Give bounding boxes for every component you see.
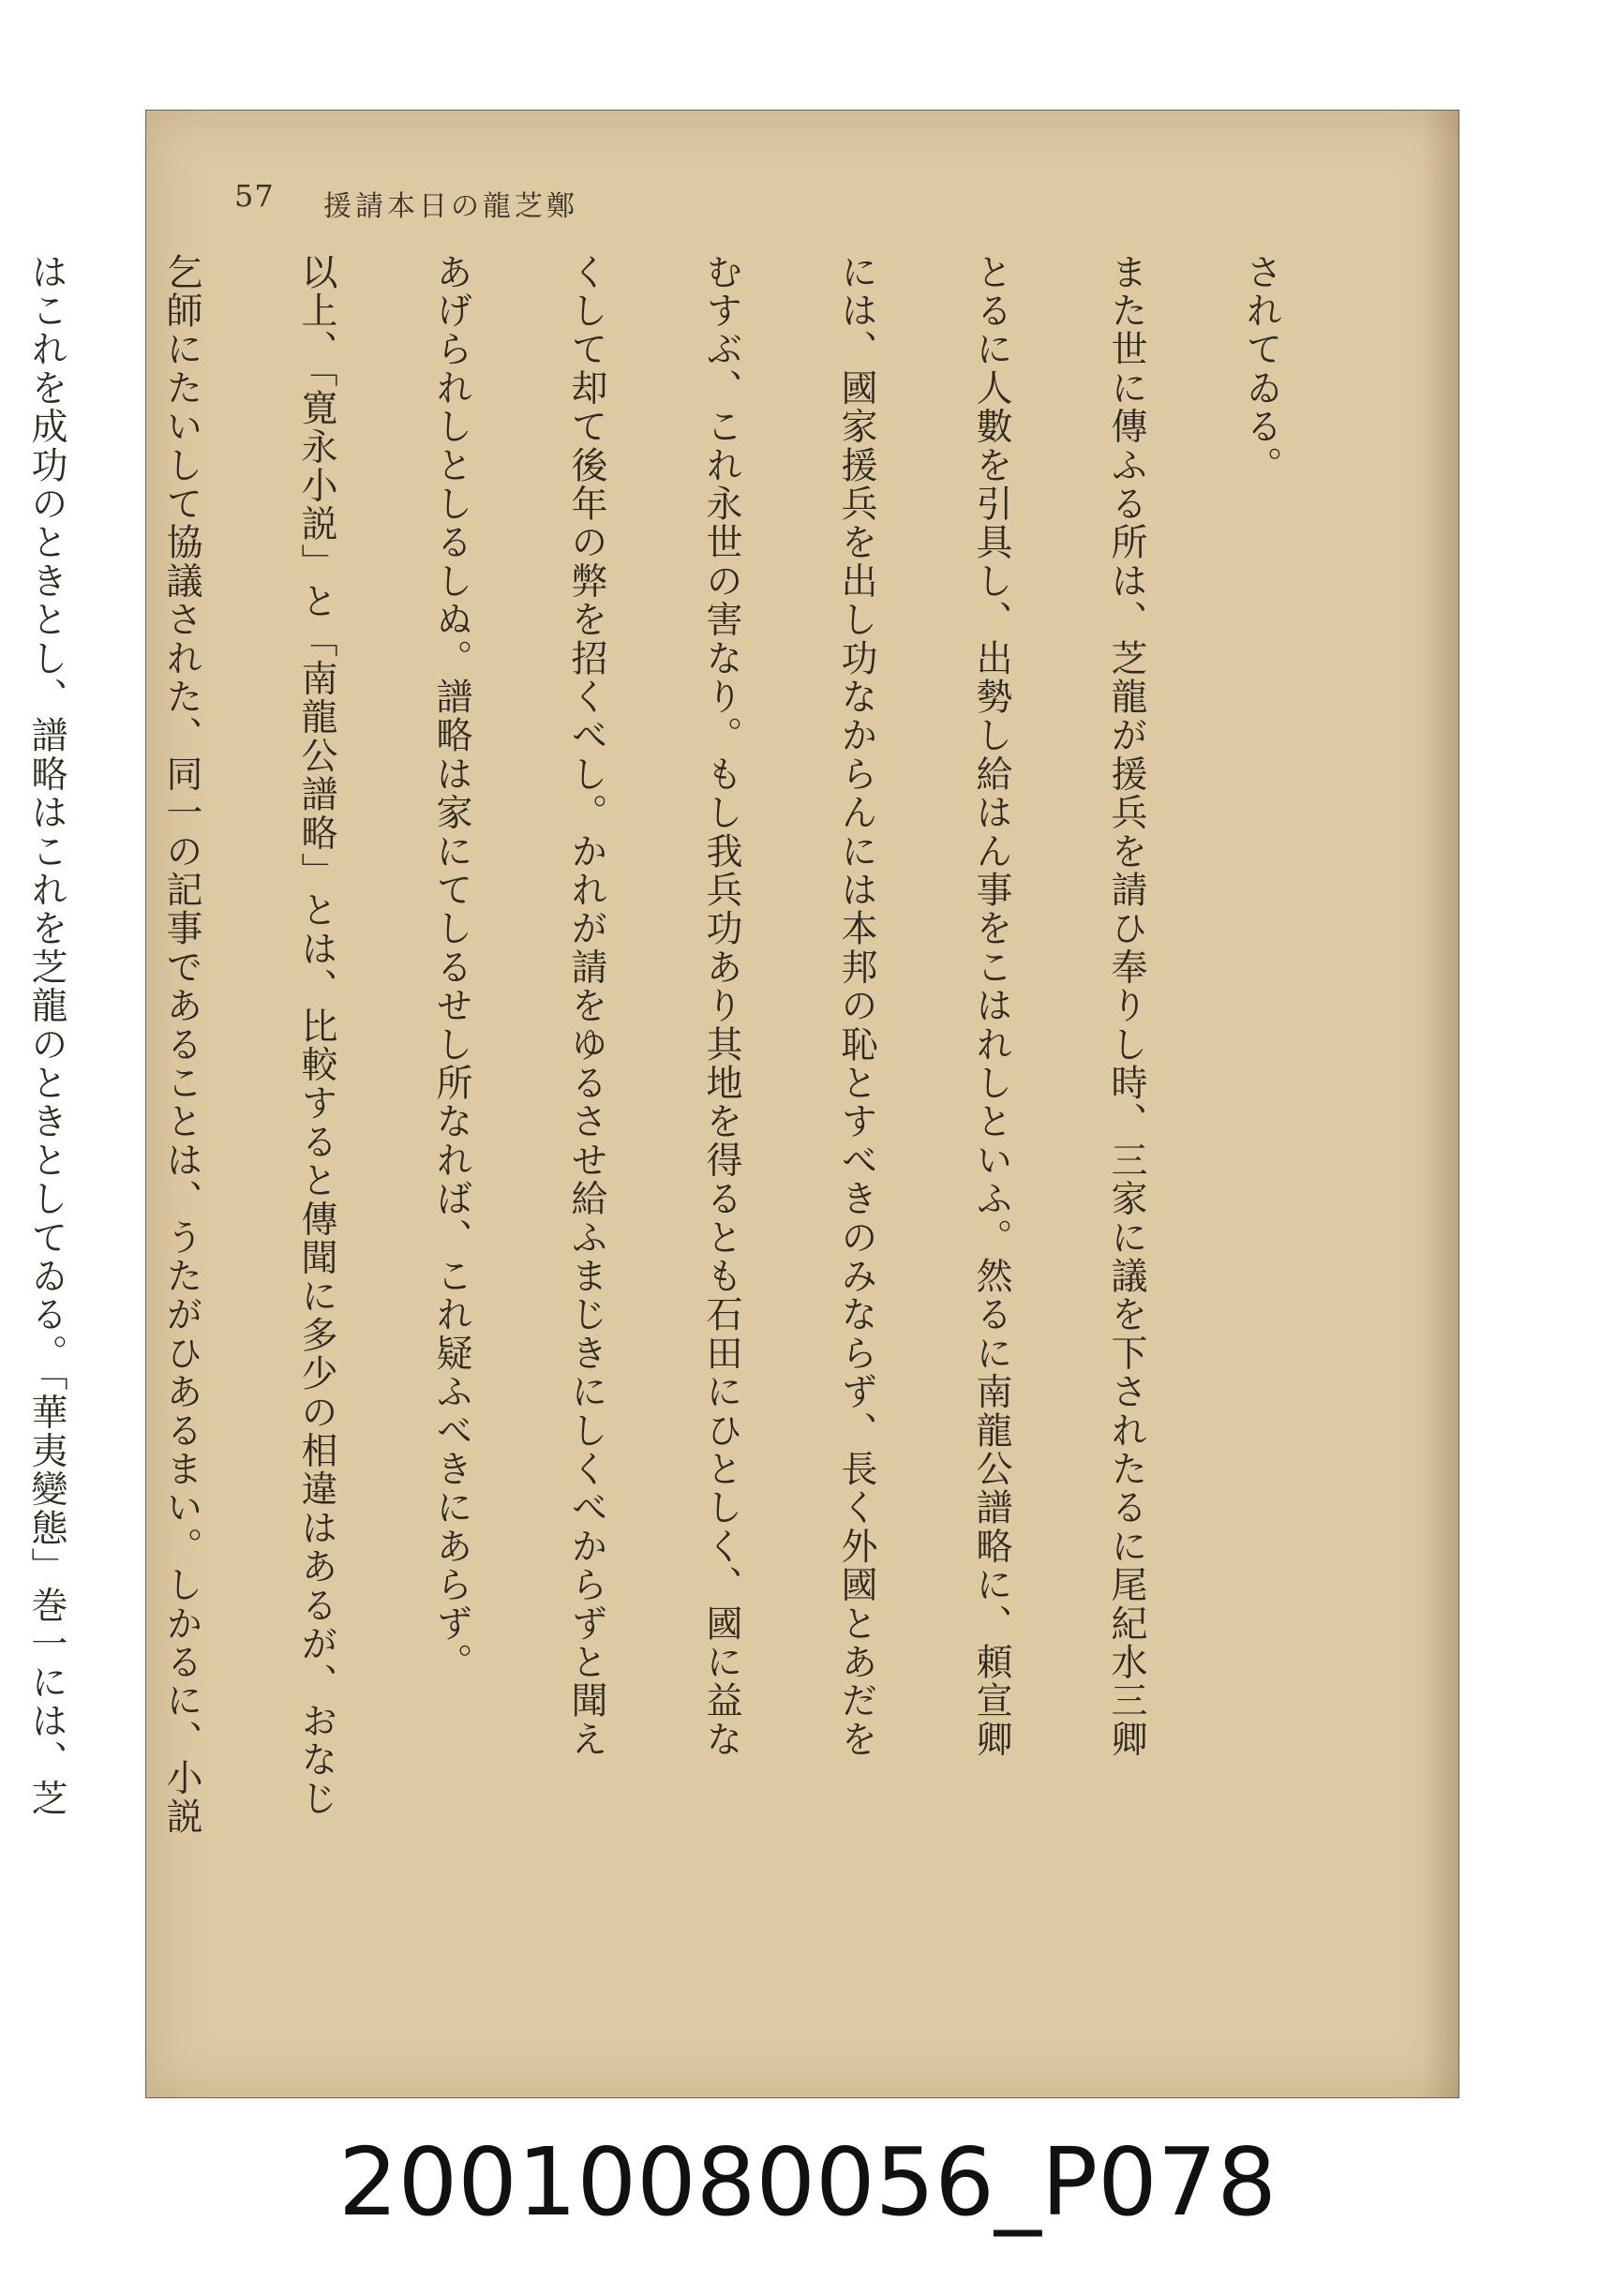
text-line: には、國家援兵を出し功なからんには本邦の恥とすべきのみならず、長く外國とあだを [835, 253, 877, 1759]
page-edge-shadow [1421, 111, 1458, 2097]
text-line: 乞師にたいして協議された、同一の記事であることは、うたがひあるまい。しかるに、小説 [160, 253, 202, 1837]
text-line: くして却て後年の弊を招くべし。かれが請をゆるさせ給ふまじきにしくべからずと聞え [565, 253, 607, 1759]
text-line: とるに人數を引具し、出勢し給はん事をこはれしといふ。然るに南龍公譜略に、頼宣卿 [970, 253, 1012, 1759]
text-line: あげられしとしるしぬ。譜略は家にてしるせし所なれば、これ疑ふべきにあらず。 [430, 253, 472, 1682]
archive-code-label: 20010080056_P078 [337, 2127, 1278, 2237]
text-line: はこれを成功のときとし、譜略はこれを芝龍のときとしてゐる。「華夷變態」巻一には、芝 [25, 253, 67, 1818]
text-line: むすぶ、これ永世の害なり。もし我兵功あり其地を得るとも石田にひとしく、國に益な [700, 253, 742, 1759]
vertical-body-text [25, 253, 1362, 1874]
page-number: 57 [234, 178, 275, 214]
running-head: 鄭芝龍の日本請援 [323, 190, 578, 223]
text-line: 以上、「寛永小説」と「南龍公譜略」とは、比較すると傳聞に多少の相違はあるが、おなじ [295, 253, 337, 1818]
text-line: されてゐる。 [1240, 253, 1282, 485]
text-line: また世に傳ふる所は、芝龍が援兵を請ひ奉りし時、三家に議を下されたるに尾紀水三卿 [1105, 253, 1147, 1759]
